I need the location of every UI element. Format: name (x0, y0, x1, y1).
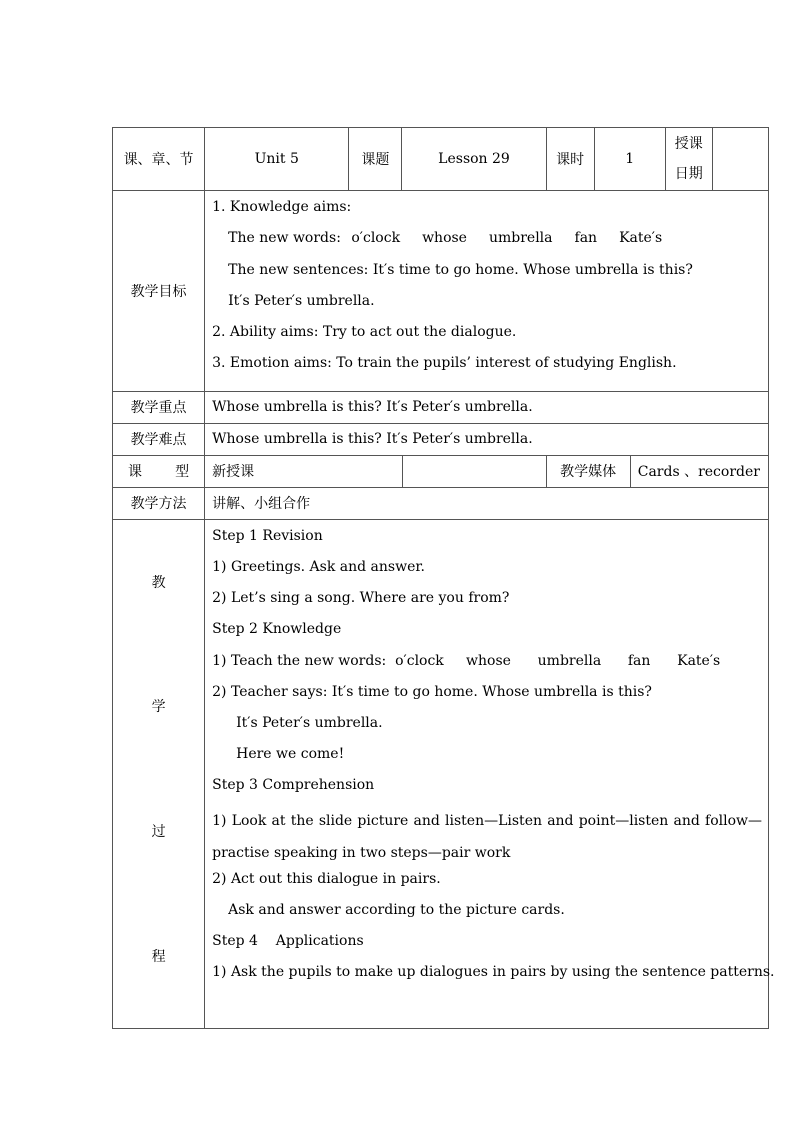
difficulty-text: Whose umbrella is this? It′s Peter′s umbrella. (205, 423, 769, 455)
lesson-plan-table (112, 127, 775, 1029)
process-content (205, 519, 775, 1028)
process-label-char: 教 (151, 574, 166, 591)
date-label-line-2: 日期 (674, 166, 703, 182)
new-word: whose (422, 230, 467, 247)
lesson-value: Lesson 29 (402, 128, 546, 191)
period-label: 课时 (546, 128, 594, 191)
new-sentences-label: The new sentences: (228, 261, 369, 278)
lesson-type-label (113, 455, 205, 487)
lesson-type-label-1: 课 (128, 464, 142, 481)
key-point-label: 教学重点 (113, 391, 205, 423)
new-sentences-text: It′s time to go home. Whose umbrella is this? (372, 261, 693, 278)
step-item: Here we come! (236, 746, 345, 763)
step-heading: Step 2 Knowledge (212, 621, 342, 638)
step-item: Ask and answer according to the picture cards. (228, 902, 565, 919)
key-point-text: Whose umbrella is this? It′s Peter′s umbrella. (205, 391, 769, 423)
step-heading: Step 1 Revision (212, 527, 323, 544)
step-heading: Step 3 Comprehension (212, 777, 375, 794)
step-item: 1) Greetings. Ask and answer. (212, 558, 425, 575)
new-word: Kate′s (619, 230, 663, 247)
method-value: 讲解、小组合作 (205, 487, 769, 519)
new-word: o′clock (351, 230, 401, 247)
new-word: fan (574, 230, 598, 247)
new-word: umbrella (488, 230, 553, 247)
date-value (713, 128, 768, 190)
objectives-content (205, 191, 769, 392)
new-words-line (212, 228, 762, 259)
media-label: 教学媒体 (546, 455, 630, 487)
lesson-type-label-2: 型 (175, 464, 190, 481)
period-value: 1 (594, 128, 665, 191)
lesson-type-spacer (403, 455, 546, 487)
new-sentences-answer: It′s Peter′s umbrella. (228, 292, 375, 309)
new-words-list (351, 230, 684, 246)
knowledge-title: 1. Knowledge aims: (212, 199, 352, 215)
emotion-aims: 3. Emotion aims: To train the pupils’ interest of studying English. (212, 355, 677, 372)
step-item: It′s Peter′s umbrella. (236, 714, 383, 731)
unit-value: Unit 5 (205, 128, 349, 191)
media-value: Cards 、recorder (630, 455, 768, 487)
step-item: 2) Let’s sing a song. Where are you from? (212, 590, 510, 607)
step-item: 1) Teach the new words: o′clock whose umbrella fan Kate′s (212, 652, 721, 669)
process-label-char: 过 (151, 823, 166, 840)
step-item: 2) Act out this dialogue in pairs. (212, 870, 441, 887)
date-cell (665, 128, 768, 191)
ability-aims: 2. Ability aims: Try to act out the dialogue. (212, 324, 517, 341)
new-words-label: The new words: (228, 230, 341, 247)
objectives-label: 教学目标 (113, 191, 205, 392)
date-label-line-1: 授课 (674, 136, 703, 152)
process-label (113, 519, 205, 1028)
step-item: 1) Ask the pupils to make up dialogues in pairs by using the sentence patterns. (212, 964, 775, 981)
step-item: 2) Teacher says: It′s time to go home. Whose umbrella is this? (212, 683, 652, 700)
section-label: 课、章、节 (113, 128, 205, 191)
process-label-char: 程 (151, 948, 166, 965)
difficulty-label: 教学难点 (113, 423, 205, 455)
lesson-type-value: 新授课 (205, 455, 403, 487)
date-label (666, 128, 713, 190)
method-label: 教学方法 (113, 487, 205, 519)
step-item: 1) Look at the slide picture and listen—Listen and point—listen and follow—practise speaking in two steps—pair work (212, 813, 762, 861)
new-sentences-line (212, 260, 762, 291)
process-label-char: 学 (151, 698, 166, 715)
step-heading: Step 4 Applications (212, 933, 364, 950)
topic-label: 课题 (349, 128, 402, 191)
